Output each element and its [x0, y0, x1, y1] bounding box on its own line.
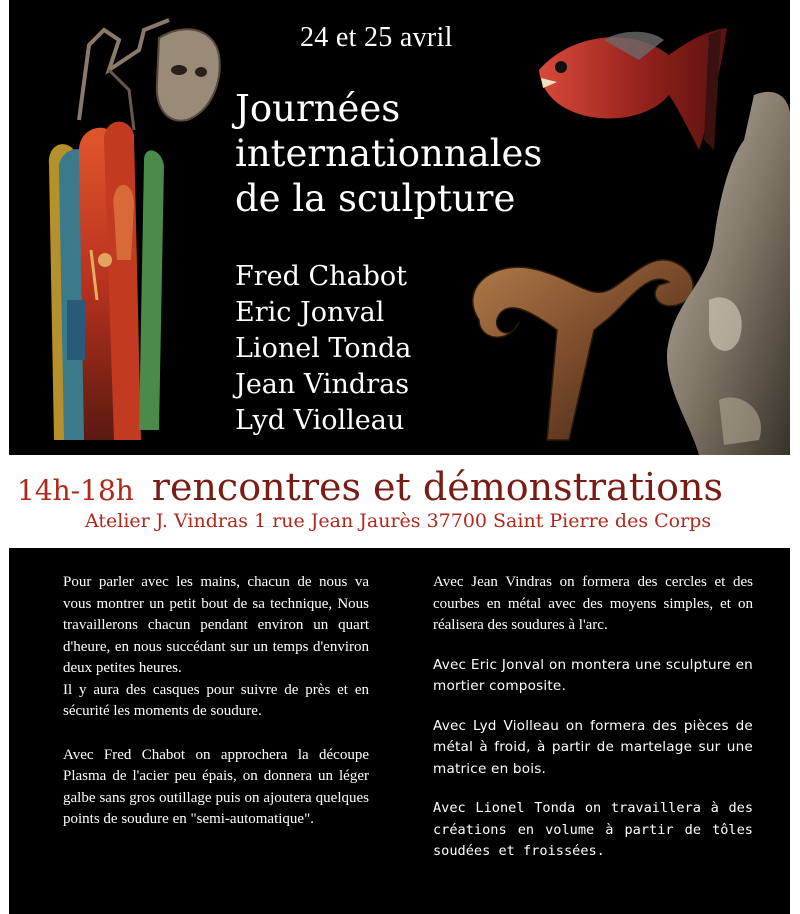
chabot-paragraph: Avec Fred Chabot on approchera la découpe Plasma de l'acier peu épais, on donnera un léger galbe sans gros outillage puis on ajoutera quelques points de soudure en "semi-automatique". — [63, 746, 369, 827]
headline — [17, 465, 723, 509]
jonval-paragraph: Avec Eric Jonval on montera une sculpture en mortier composite. — [433, 656, 753, 694]
event-hours: 14h-18h — [17, 474, 134, 507]
description-right-column — [433, 572, 753, 863]
description-panel — [9, 548, 790, 914]
artist-name: Lionel Tonda — [235, 333, 412, 364]
artist-name: Fred Chabot — [235, 261, 408, 292]
glass-figures-sculpture — [49, 122, 164, 440]
headline-text: rencontres et démonstrations — [151, 465, 723, 509]
artist-name: Jean Vindras — [235, 369, 410, 400]
event-title-line-3: de la sculpture — [235, 177, 516, 220]
wire-mask-sculpture — [79, 20, 220, 130]
event-title-line-2: internationnales — [235, 132, 543, 175]
fish-sculpture — [539, 28, 727, 150]
vindras-paragraph: Avec Jean Vindras on formera des cercles et des courbes en métal avec des moyens simples, et on réalisera des soudures à l'arc. — [433, 574, 753, 633]
poster-header — [9, 0, 790, 455]
scroll-sculpture — [473, 260, 694, 440]
tonda-paragraph: Avec Lionel Tonda on travaillera à des créations en volume à partir de tôles soudées et froissées. — [433, 800, 753, 859]
venue-address: Atelier J. Vindras 1 rue Jean Jaurès 37700 Saint Pierre des Corps — [85, 510, 712, 532]
artist-name: Lyd Violleau — [235, 405, 405, 436]
event-title-line-1: Journées — [235, 87, 401, 130]
helmets-paragraph: Il y aura des casques pour suivre de près et en sécurité les moments de soudure. — [63, 681, 369, 719]
intro-paragraph: Pour parler avec les mains, chacun de nous va vous montrer un petit bout de sa technique, Nous travaillerons chacun pendant environ un quart d'heure, en nous succédant sur un temps d'environ deux petites heures. — [63, 574, 369, 676]
description-left-column — [63, 572, 369, 831]
event-date: 24 et 25 avril — [300, 22, 453, 53]
artist-name: Eric Jonval — [235, 297, 385, 328]
violleau-paragraph: Avec Lyd Violleau on formera des pièces de métal à froid, à partir de martelage sur une matrice en bois. — [433, 717, 753, 777]
event-title — [235, 86, 542, 221]
artist-list — [235, 259, 411, 439]
